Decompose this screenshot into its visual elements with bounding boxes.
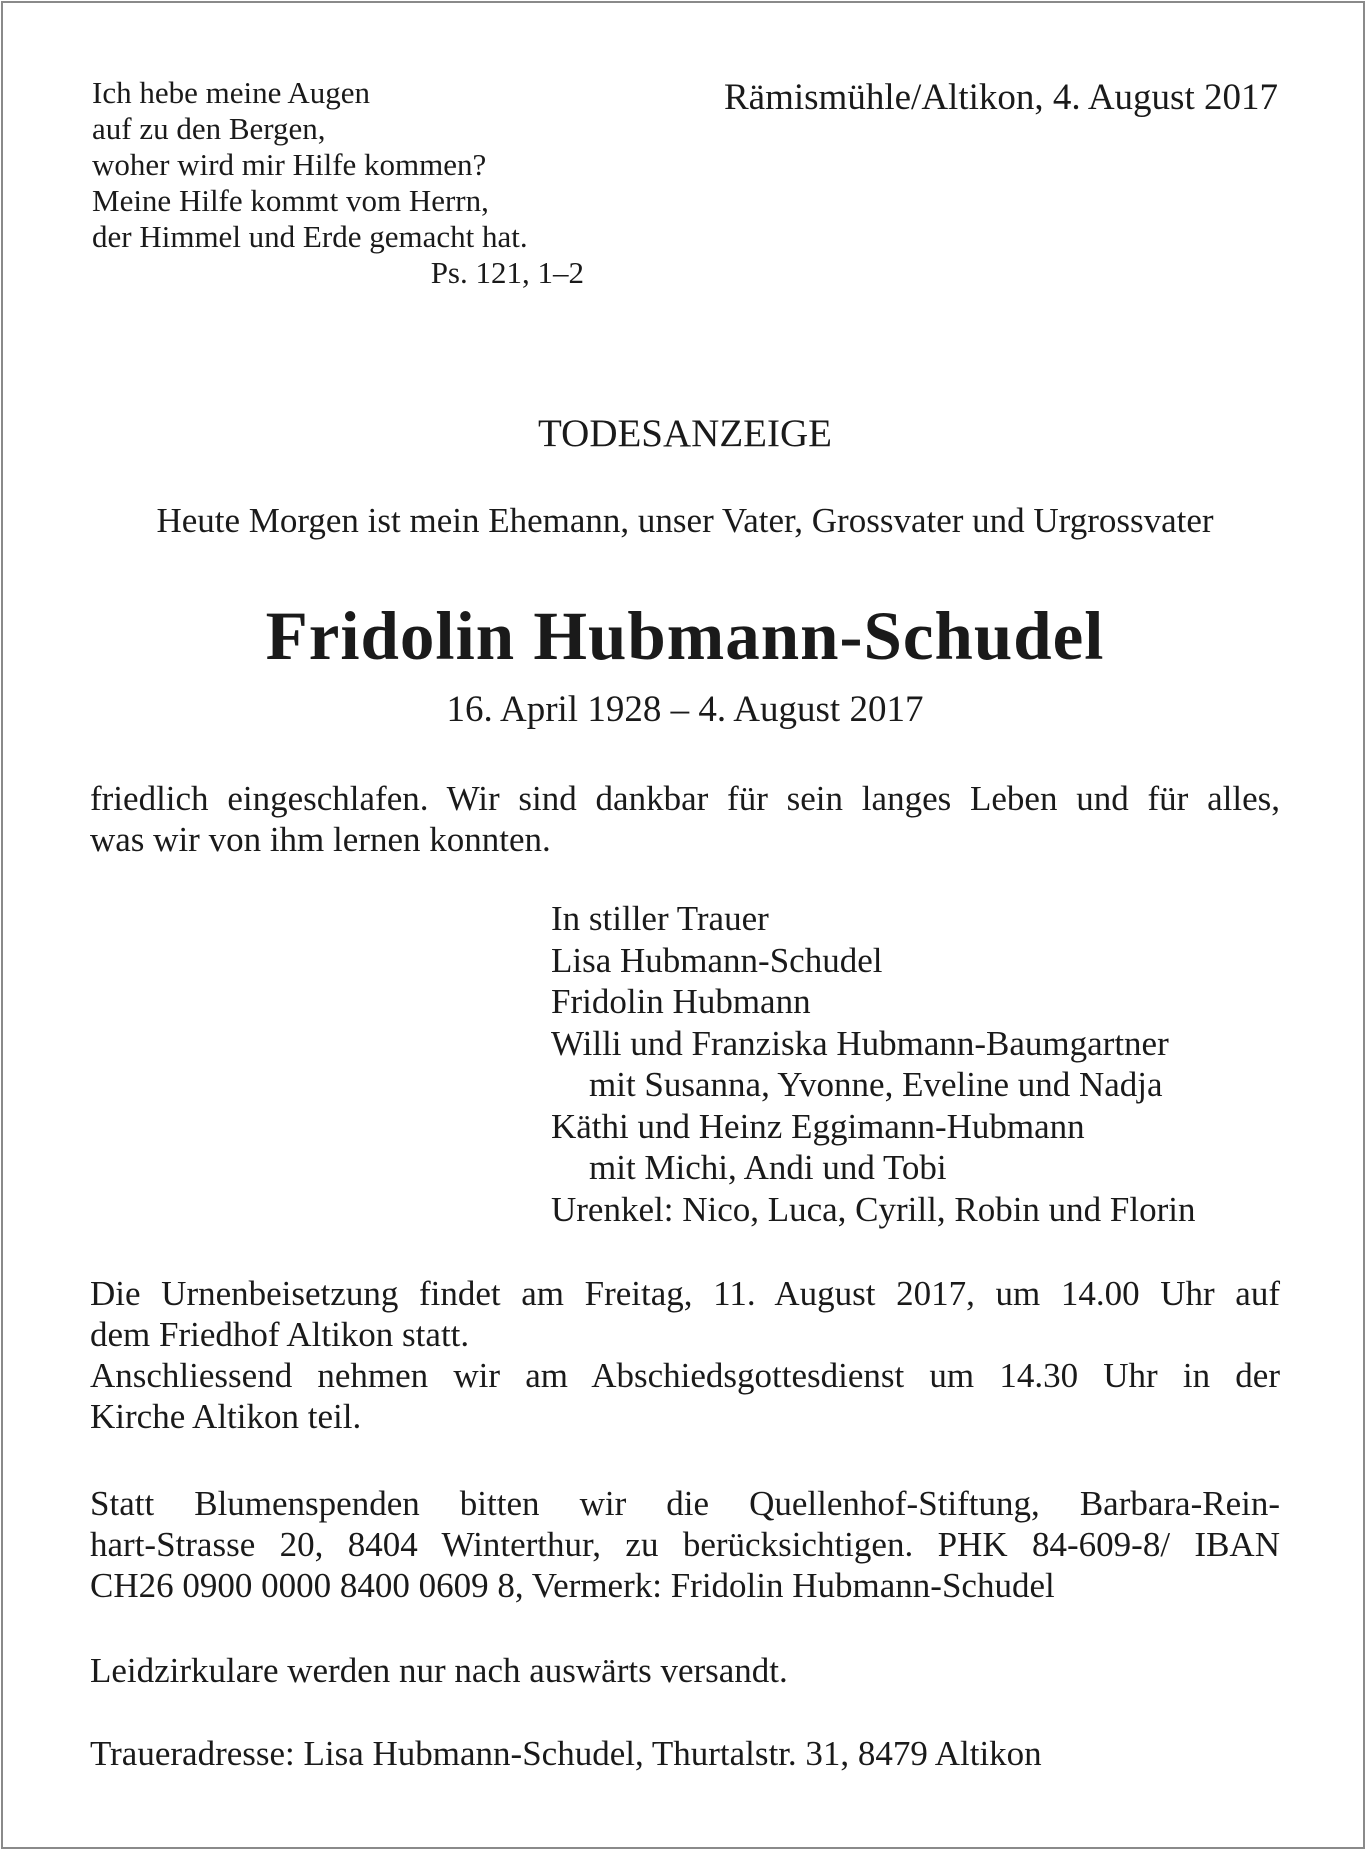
mourner-line: Willi und Franziska Hubmann-Baumgartner (551, 1023, 1169, 1063)
message-line: was wir von ihm lernen konnten. (90, 820, 551, 859)
life-dates: 16. April 1928 – 4. August 2017 (446, 689, 924, 730)
mourner-line: Fridolin Hubmann (551, 982, 811, 1021)
mourner-line: Urenkel: Nico, Luca, Cyrill, Robin und Florin (551, 1189, 1196, 1229)
psalm-line: auf zu den Bergen, (92, 111, 326, 146)
donations-paragraph (90, 1483, 1280, 1606)
message-paragraph (90, 778, 1280, 860)
mourner-line: Käthi und Heinz Eggimann-Hubmann (551, 1106, 1085, 1146)
ceremony-line: Anschliessend nehmen wir am Abschiedsgottesdienst um 14.30 Uhr in der (90, 1356, 1280, 1395)
mourner-line: In stiller Trauer (551, 899, 769, 938)
circulars-line: Leidzirkulare werden nur nach auswärts versandt. (90, 1651, 788, 1690)
donations-line: Statt Blumenspenden bitten wir die Quellenhof-Stiftung, Barbara-Rein- (90, 1484, 1280, 1523)
announcement-heading: TODESANZEIGE (538, 412, 832, 455)
mourners-list (551, 898, 1196, 1230)
deceased-name: Fridolin Hubmann-Schudel (265, 598, 1105, 674)
ceremony-line: Die Urnenbeisetzung findet am Freitag, 11. August 2017, um 14.00 Uhr auf (90, 1274, 1280, 1313)
donations-line: hart-Strasse 20, 8404 Winterthur, zu berücksichtigen. PHK 84-609-8/ IBAN (90, 1525, 1280, 1564)
message-line: friedlich eingeschlafen. Wir sind dankbar für sein langes Leben und für alles, (90, 779, 1280, 818)
psalm-line: Meine Hilfe kommt vom Herrn, (92, 183, 489, 218)
place-date: Rämismühle/Altikon, 4. August 2017 (724, 77, 1278, 118)
mourner-line: mit Susanna, Yvonne, Eveline und Nadja (589, 1065, 1163, 1104)
psalm-reference: Ps. 121, 1–2 (430, 255, 584, 290)
mourner-line: mit Michi, Andi und Tobi (589, 1148, 947, 1187)
ceremony-paragraph (90, 1273, 1280, 1437)
psalm-line: der Himmel und Erde gemacht hat. (92, 219, 528, 254)
ceremony-line: Kirche Altikon teil. (90, 1397, 362, 1436)
psalm-line: woher wird mir Hilfe kommen? (92, 147, 487, 182)
mourning-address (90, 1733, 1280, 1774)
psalm-quote (92, 75, 584, 291)
intro-text: Heute Morgen ist mein Ehemann, unser Vater, Grossvater und Urgrossvater (156, 501, 1214, 540)
mourner-line: Lisa Hubmann-Schudel (551, 940, 883, 980)
donations-line: CH26 0900 0000 8400 0609 8, Vermerk: Fridolin Hubmann-Schudel (90, 1566, 1055, 1605)
ceremony-line: dem Friedhof Altikon statt. (90, 1315, 470, 1354)
mourning-address-line: Traueradresse: Lisa Hubmann-Schudel, Thurtalstr. 31, 8479 Altikon (90, 1734, 1042, 1773)
circulars-note (90, 1650, 1280, 1691)
psalm-line: Ich hebe meine Augen (92, 75, 371, 110)
